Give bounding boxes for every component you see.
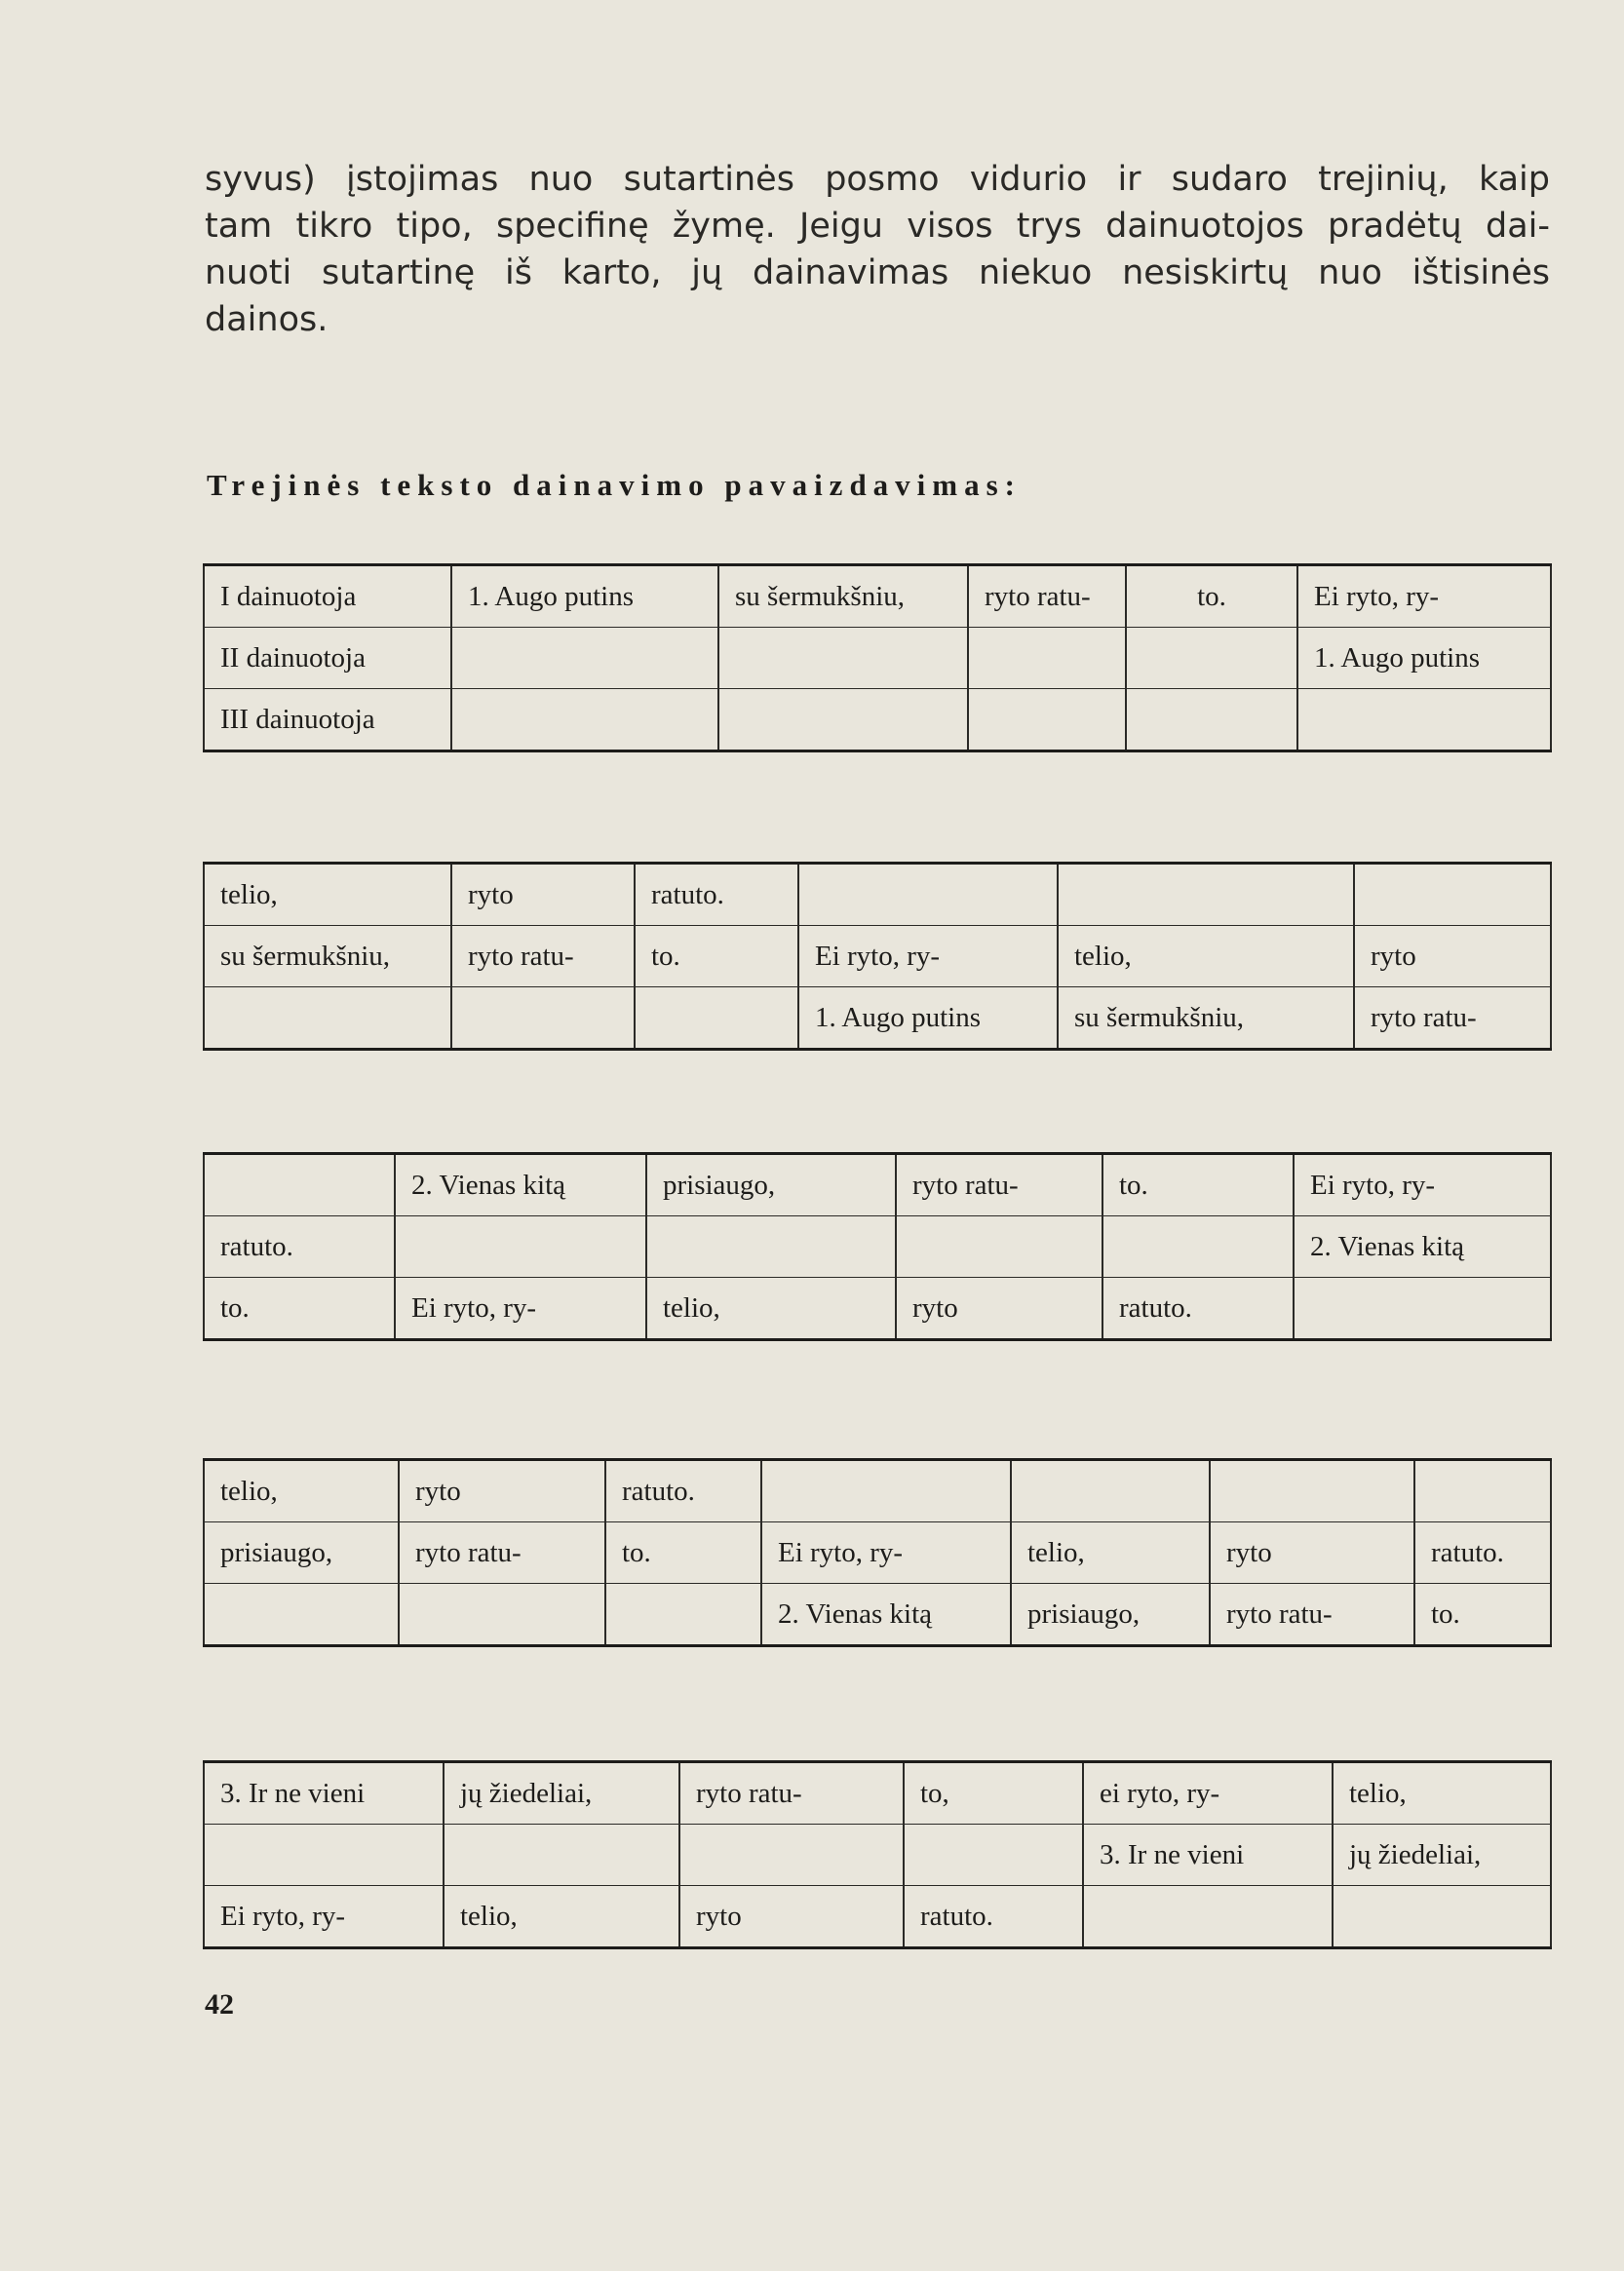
table-cell <box>1058 864 1354 926</box>
table-cell <box>605 1584 761 1646</box>
table-cell <box>1126 628 1297 689</box>
table-cell: 2. Vienas kitą <box>761 1584 1011 1646</box>
table-cell <box>204 987 451 1050</box>
table-cell: 2. Vienas kitą <box>395 1154 646 1216</box>
table-cell <box>204 1154 395 1216</box>
table-row <box>204 1522 1551 1584</box>
table-cell: 1. Augo putins <box>798 987 1058 1050</box>
table-cell: prisiaugo, <box>646 1154 896 1216</box>
table-cell <box>204 1584 399 1646</box>
table-cell <box>718 689 968 751</box>
table-cell: telio, <box>204 864 451 926</box>
table-cell: su šermukšniu, <box>718 565 968 628</box>
table-cell <box>451 987 635 1050</box>
table-row <box>204 1278 1551 1340</box>
table-cell <box>761 1460 1011 1522</box>
table-cell: Ei ryto, ry- <box>761 1522 1011 1584</box>
table-cell: 1. Augo putins <box>451 565 718 628</box>
table-cell <box>1083 1886 1333 1948</box>
table-cell: telio, <box>1011 1522 1210 1584</box>
table-cell: telio, <box>444 1886 679 1948</box>
table-cell: I dainuotoja <box>204 565 451 628</box>
table-cell: ratuto. <box>904 1886 1083 1948</box>
table-cell <box>395 1216 646 1278</box>
table-row <box>204 987 1551 1050</box>
table-cell: to. <box>605 1522 761 1584</box>
table-row <box>204 689 1551 751</box>
table-cell: Ei ryto, ry- <box>1297 565 1551 628</box>
table-cell: ryto ratu- <box>399 1522 605 1584</box>
table-cell: II dainuotoja <box>204 628 451 689</box>
table-cell: jų žiedeliai, <box>444 1762 679 1825</box>
table-cell: to. <box>1414 1584 1551 1646</box>
table-cell <box>679 1825 904 1886</box>
table-cell: ryto ratu- <box>679 1762 904 1825</box>
table-cell: telio, <box>204 1460 399 1522</box>
table-cell <box>1294 1278 1551 1340</box>
table-cell: ryto <box>1210 1522 1414 1584</box>
table-row <box>204 1216 1551 1278</box>
table-cell: ryto <box>1354 926 1551 987</box>
table-cell: 1. Augo putins <box>1297 628 1551 689</box>
table-cell: prisiaugo, <box>204 1522 399 1584</box>
paragraph-line: dainos. <box>205 300 329 339</box>
table-cell <box>1102 1216 1294 1278</box>
table-row <box>204 864 1551 926</box>
table-row <box>204 1886 1551 1948</box>
table-row <box>204 1762 1551 1825</box>
table-cell: ei ryto, ry- <box>1083 1762 1333 1825</box>
table-cell: ryto <box>399 1460 605 1522</box>
table-cell: ryto ratu- <box>1354 987 1551 1050</box>
table-row <box>204 926 1551 987</box>
table-cell <box>968 628 1126 689</box>
table-cell <box>646 1216 896 1278</box>
table-cell <box>1126 689 1297 751</box>
table-cell <box>1354 864 1551 926</box>
table-cell <box>204 1825 444 1886</box>
paragraph-line: tam tikro tipo, specifinę žymę. Jeigu visos trys dainuotojos pradėtų dai- <box>205 207 1550 246</box>
table-cell <box>444 1825 679 1886</box>
table-cell: telio, <box>646 1278 896 1340</box>
table-cell <box>896 1216 1102 1278</box>
table-cell: ryto ratu- <box>451 926 635 987</box>
table-cell: to. <box>204 1278 395 1340</box>
paragraph-line: nuoti sutartinę iš karto, jų dainavimas niekuo nesiskirtų nuo ištisinės <box>205 253 1550 292</box>
table-row <box>204 1825 1551 1886</box>
table-cell: ratuto. <box>635 864 798 926</box>
table-cell: ratuto. <box>1414 1522 1551 1584</box>
table-cell <box>1297 689 1551 751</box>
singing-table-5 <box>203 1760 1552 1949</box>
table-cell: Ei ryto, ry- <box>204 1886 444 1948</box>
singing-table-2 <box>203 862 1552 1051</box>
table-cell: to. <box>1126 565 1297 628</box>
table-cell: prisiaugo, <box>1011 1584 1210 1646</box>
table-cell <box>451 689 718 751</box>
table-cell: to. <box>1102 1154 1294 1216</box>
table-cell: su šermukšniu, <box>204 926 451 987</box>
table-cell: ryto ratu- <box>1210 1584 1414 1646</box>
table-cell: to, <box>904 1762 1083 1825</box>
table-cell: Ei ryto, ry- <box>1294 1154 1551 1216</box>
table-cell <box>451 628 718 689</box>
table-cell: ryto ratu- <box>968 565 1126 628</box>
table-cell <box>1414 1460 1551 1522</box>
table-cell <box>968 689 1126 751</box>
table-cell: ryto ratu- <box>896 1154 1102 1216</box>
table-cell <box>798 864 1058 926</box>
table-cell: ryto <box>896 1278 1102 1340</box>
table-cell: telio, <box>1333 1762 1551 1825</box>
table-cell <box>904 1825 1083 1886</box>
table-cell <box>1210 1460 1414 1522</box>
table-cell: to. <box>635 926 798 987</box>
table-cell: ratuto. <box>204 1216 395 1278</box>
table-cell <box>399 1584 605 1646</box>
table-row <box>204 628 1551 689</box>
table-cell: Ei ryto, ry- <box>395 1278 646 1340</box>
table-row <box>204 565 1551 628</box>
table-cell: telio, <box>1058 926 1354 987</box>
table-cell: ratuto. <box>1102 1278 1294 1340</box>
table-cell: ryto <box>451 864 635 926</box>
table-cell: 3. Ir ne vieni <box>1083 1825 1333 1886</box>
body-paragraph <box>205 156 1550 343</box>
table-cell: 3. Ir ne vieni <box>204 1762 444 1825</box>
table-cell: III dainuotoja <box>204 689 451 751</box>
page-number: 42 <box>205 1988 234 2021</box>
table-row <box>204 1154 1551 1216</box>
paragraph-line: syvus) įstojimas nuo sutartinės posmo vidurio ir sudaro trejinių, kaip <box>205 160 1550 199</box>
table-cell <box>1011 1460 1210 1522</box>
singing-table-4 <box>203 1458 1552 1647</box>
table-row <box>204 1584 1551 1646</box>
singing-table-3 <box>203 1152 1552 1341</box>
table-cell: ryto <box>679 1886 904 1948</box>
table-cell <box>1333 1886 1551 1948</box>
table-cell <box>635 987 798 1050</box>
section-heading: Trejinės teksto dainavimo pavaizdavimas: <box>207 468 1023 502</box>
table-cell: ratuto. <box>605 1460 761 1522</box>
table-cell <box>718 628 968 689</box>
table-cell: su šermukšniu, <box>1058 987 1354 1050</box>
table-cell: jų žiedeliai, <box>1333 1825 1551 1886</box>
table-row <box>204 1460 1551 1522</box>
table-cell: 2. Vienas kitą <box>1294 1216 1551 1278</box>
table-cell: Ei ryto, ry- <box>798 926 1058 987</box>
singing-table-1 <box>203 563 1552 752</box>
